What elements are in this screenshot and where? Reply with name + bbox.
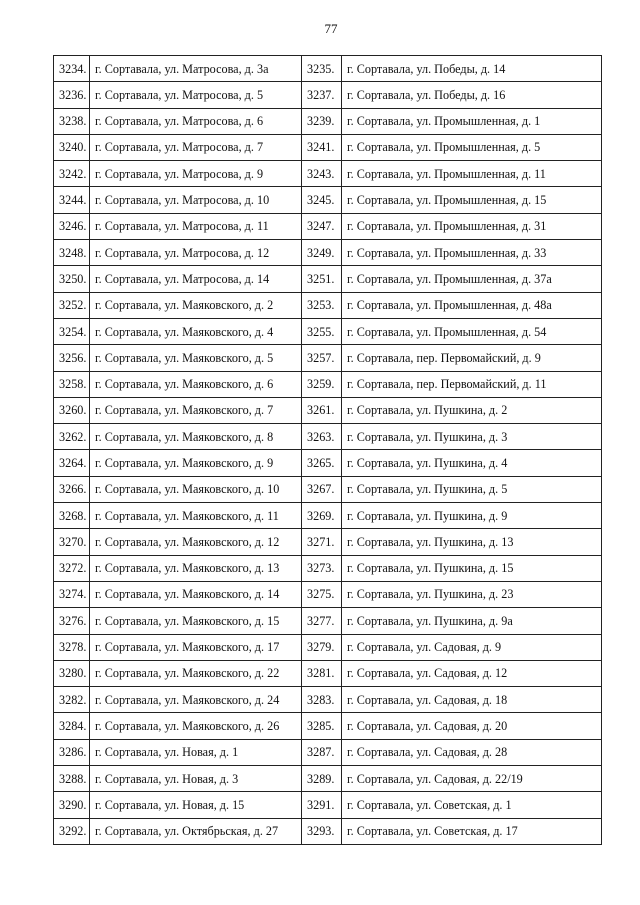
table-row xyxy=(54,424,602,450)
entry-number: 3290. xyxy=(54,792,90,818)
entry-address: г. Сортавала, ул. Садовая, д. 9 xyxy=(342,634,602,660)
entry-number: 3258. xyxy=(54,371,90,397)
entry-number: 3260. xyxy=(54,397,90,423)
table-row xyxy=(54,345,602,371)
entry-address: г. Сортавала, ул. Садовая, д. 28 xyxy=(342,739,602,765)
table-row xyxy=(54,371,602,397)
table-row xyxy=(54,134,602,160)
table-row xyxy=(54,766,602,792)
entry-address: г. Сортавала, ул. Маяковского, д. 24 xyxy=(90,687,302,713)
table-row xyxy=(54,266,602,292)
entry-address: г. Сортавала, ул. Пушкина, д. 9 xyxy=(342,503,602,529)
entry-number: 3236. xyxy=(54,82,90,108)
entry-number: 3245. xyxy=(302,187,342,213)
entry-number: 3269. xyxy=(302,503,342,529)
entry-address: г. Сортавала, ул. Матросова, д. 5 xyxy=(90,82,302,108)
entry-address: г. Сортавала, ул. Пушкина, д. 15 xyxy=(342,555,602,581)
table-row xyxy=(54,56,602,82)
table-row xyxy=(54,739,602,765)
entry-number: 3244. xyxy=(54,187,90,213)
entry-number: 3264. xyxy=(54,450,90,476)
entry-number: 3237. xyxy=(302,82,342,108)
table-row xyxy=(54,687,602,713)
entry-address: г. Сортавала, ул. Маяковского, д. 22 xyxy=(90,660,302,686)
entry-number: 3266. xyxy=(54,476,90,502)
entry-number: 3235. xyxy=(302,56,342,82)
entry-address: г. Сортавала, ул. Пушкина, д. 2 xyxy=(342,397,602,423)
entry-number: 3291. xyxy=(302,792,342,818)
entry-address: г. Сортавала, ул. Матросова, д. 9 xyxy=(90,161,302,187)
entry-address: г. Сортавала, ул. Садовая, д. 18 xyxy=(342,687,602,713)
entry-number: 3277. xyxy=(302,608,342,634)
entry-address: г. Сортавала, ул. Садовая, д. 20 xyxy=(342,713,602,739)
entry-address: г. Сортавала, ул. Матросова, д. 7 xyxy=(90,134,302,160)
entry-address: г. Сортавала, ул. Пушкина, д. 9а xyxy=(342,608,602,634)
entry-address: г. Сортавала, ул. Советская, д. 1 xyxy=(342,792,602,818)
entry-number: 3243. xyxy=(302,161,342,187)
entry-address: г. Сортавала, ул. Маяковского, д. 13 xyxy=(90,555,302,581)
entry-address: г. Сортавала, ул. Матросова, д. 12 xyxy=(90,240,302,266)
entry-number: 3252. xyxy=(54,292,90,318)
entry-address: г. Сортавала, ул. Матросова, д. 14 xyxy=(90,266,302,292)
table-row xyxy=(54,503,602,529)
table-row xyxy=(54,555,602,581)
entry-address: г. Сортавала, ул. Победы, д. 14 xyxy=(342,56,602,82)
entry-number: 3239. xyxy=(302,108,342,134)
entry-address: г. Сортавала, ул. Промышленная, д. 54 xyxy=(342,318,602,344)
entry-address: г. Сортавала, ул. Промышленная, д. 11 xyxy=(342,161,602,187)
entry-number: 3274. xyxy=(54,581,90,607)
entry-address: г. Сортавала, ул. Маяковского, д. 2 xyxy=(90,292,302,318)
entry-address: г. Сортавала, ул. Пушкина, д. 23 xyxy=(342,581,602,607)
entry-number: 3246. xyxy=(54,213,90,239)
table-row xyxy=(54,713,602,739)
entry-address: г. Сортавала, ул. Промышленная, д. 33 xyxy=(342,240,602,266)
table-row xyxy=(54,108,602,134)
entry-number: 3254. xyxy=(54,318,90,344)
table-row xyxy=(54,318,602,344)
entry-address: г. Сортавала, ул. Маяковского, д. 9 xyxy=(90,450,302,476)
entry-address: г. Сортавала, ул. Маяковского, д. 6 xyxy=(90,371,302,397)
entry-number: 3278. xyxy=(54,634,90,660)
entry-address: г. Сортавала, ул. Матросова, д. 3а xyxy=(90,56,302,82)
entry-address: г. Сортавала, ул. Советская, д. 17 xyxy=(342,818,602,844)
entry-address: г. Сортавала, ул. Маяковского, д. 14 xyxy=(90,581,302,607)
entry-number: 3288. xyxy=(54,766,90,792)
entry-number: 3286. xyxy=(54,739,90,765)
entry-number: 3234. xyxy=(54,56,90,82)
entry-number: 3253. xyxy=(302,292,342,318)
entry-number: 3275. xyxy=(302,581,342,607)
entry-number: 3284. xyxy=(54,713,90,739)
entry-address: г. Сортавала, ул. Новая, д. 1 xyxy=(90,739,302,765)
entry-address: г. Сортавала, ул. Промышленная, д. 31 xyxy=(342,213,602,239)
table-row xyxy=(54,292,602,318)
table-row xyxy=(54,660,602,686)
entry-address: г. Сортавала, ул. Маяковского, д. 17 xyxy=(90,634,302,660)
entry-number: 3267. xyxy=(302,476,342,502)
table-row xyxy=(54,187,602,213)
table-row xyxy=(54,397,602,423)
entry-number: 3273. xyxy=(302,555,342,581)
entry-address: г. Сортавала, пер. Первомайский, д. 11 xyxy=(342,371,602,397)
entry-number: 3262. xyxy=(54,424,90,450)
entry-number: 3289. xyxy=(302,766,342,792)
entry-address: г. Сортавала, ул. Матросова, д. 10 xyxy=(90,187,302,213)
entry-number: 3270. xyxy=(54,529,90,555)
entry-address: г. Сортавала, ул. Промышленная, д. 15 xyxy=(342,187,602,213)
entry-number: 3280. xyxy=(54,660,90,686)
table-row xyxy=(54,581,602,607)
entry-address: г. Сортавала, пер. Первомайский, д. 9 xyxy=(342,345,602,371)
entry-address: г. Сортавала, ул. Маяковского, д. 15 xyxy=(90,608,302,634)
entry-number: 3261. xyxy=(302,397,342,423)
table-row xyxy=(54,792,602,818)
entry-address: г. Сортавала, ул. Пушкина, д. 5 xyxy=(342,476,602,502)
entry-number: 3263. xyxy=(302,424,342,450)
entry-number: 3271. xyxy=(302,529,342,555)
table-row xyxy=(54,818,602,844)
entry-address: г. Сортавала, ул. Маяковского, д. 10 xyxy=(90,476,302,502)
entry-address: г. Сортавала, ул. Пушкина, д. 4 xyxy=(342,450,602,476)
table-row xyxy=(54,240,602,266)
entry-number: 3272. xyxy=(54,555,90,581)
entry-address: г. Сортавала, ул. Новая, д. 15 xyxy=(90,792,302,818)
entry-address: г. Сортавала, ул. Садовая, д. 22/19 xyxy=(342,766,602,792)
entry-number: 3276. xyxy=(54,608,90,634)
entry-number: 3255. xyxy=(302,318,342,344)
entry-number: 3287. xyxy=(302,739,342,765)
entry-address: г. Сортавала, ул. Маяковского, д. 8 xyxy=(90,424,302,450)
entry-number: 3279. xyxy=(302,634,342,660)
table-row xyxy=(54,634,602,660)
entry-number: 3292. xyxy=(54,818,90,844)
entry-number: 3248. xyxy=(54,240,90,266)
table-row xyxy=(54,476,602,502)
entry-number: 3257. xyxy=(302,345,342,371)
entry-address: г. Сортавала, ул. Победы, д. 16 xyxy=(342,82,602,108)
entry-number: 3249. xyxy=(302,240,342,266)
entry-address: г. Сортавала, ул. Маяковского, д. 4 xyxy=(90,318,302,344)
entry-number: 3285. xyxy=(302,713,342,739)
entry-number: 3265. xyxy=(302,450,342,476)
table-row xyxy=(54,213,602,239)
table-row xyxy=(54,450,602,476)
entry-address: г. Сортавала, ул. Пушкина, д. 13 xyxy=(342,529,602,555)
entry-address: г. Сортавала, ул. Маяковского, д. 26 xyxy=(90,713,302,739)
entry-address: г. Сортавала, ул. Маяковского, д. 7 xyxy=(90,397,302,423)
entry-number: 3240. xyxy=(54,134,90,160)
entry-address: г. Сортавала, ул. Промышленная, д. 1 xyxy=(342,108,602,134)
entry-number: 3256. xyxy=(54,345,90,371)
entry-address: г. Сортавала, ул. Новая, д. 3 xyxy=(90,766,302,792)
entry-address: г. Сортавала, ул. Промышленная, д. 5 xyxy=(342,134,602,160)
entry-number: 3242. xyxy=(54,161,90,187)
table-row xyxy=(54,161,602,187)
entry-number: 3238. xyxy=(54,108,90,134)
entry-number: 3251. xyxy=(302,266,342,292)
table-row xyxy=(54,82,602,108)
entry-number: 3241. xyxy=(302,134,342,160)
entry-address: г. Сортавала, ул. Пушкина, д. 3 xyxy=(342,424,602,450)
entry-number: 3293. xyxy=(302,818,342,844)
table-row xyxy=(54,608,602,634)
address-table-body xyxy=(54,56,602,845)
entry-number: 3281. xyxy=(302,660,342,686)
entry-number: 3259. xyxy=(302,371,342,397)
entry-address: г. Сортавала, ул. Октябрьская, д. 27 xyxy=(90,818,302,844)
entry-number: 3268. xyxy=(54,503,90,529)
entry-address: г. Сортавала, ул. Промышленная, д. 48а xyxy=(342,292,602,318)
entry-number: 3283. xyxy=(302,687,342,713)
page-number: 77 xyxy=(324,21,338,36)
entry-address: г. Сортавала, ул. Матросова, д. 11 xyxy=(90,213,302,239)
address-table xyxy=(53,55,602,845)
entry-address: г. Сортавала, ул. Матросова, д. 6 xyxy=(90,108,302,134)
entry-number: 3250. xyxy=(54,266,90,292)
entry-number: 3247. xyxy=(302,213,342,239)
entry-address: г. Сортавала, ул. Маяковского, д. 11 xyxy=(90,503,302,529)
entry-number: 3282. xyxy=(54,687,90,713)
entry-address: г. Сортавала, ул. Промышленная, д. 37а xyxy=(342,266,602,292)
entry-address: г. Сортавала, ул. Маяковского, д. 5 xyxy=(90,345,302,371)
entry-address: г. Сортавала, ул. Садовая, д. 12 xyxy=(342,660,602,686)
entry-address: г. Сортавала, ул. Маяковского, д. 12 xyxy=(90,529,302,555)
table-row xyxy=(54,529,602,555)
